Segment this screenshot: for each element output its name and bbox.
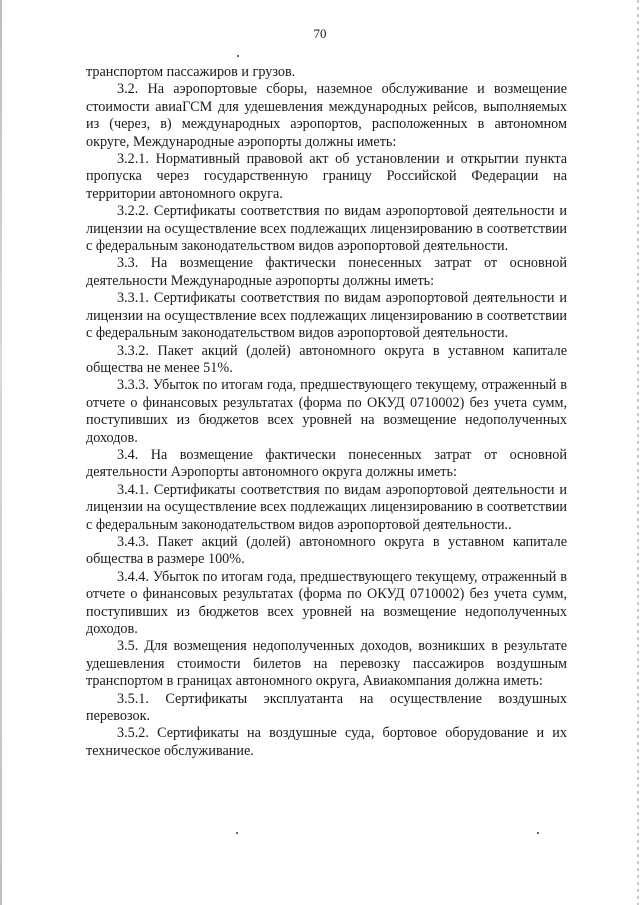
paragraph-continuation: транспортом пассажиров и грузов. bbox=[86, 64, 296, 80]
scan-speck bbox=[237, 55, 239, 57]
scan-speck bbox=[537, 832, 539, 834]
paragraph-3-3: 3.3. На возмещение фактически понесенных затрат от основной деятельности Международные аэропорты должны иметь: bbox=[86, 255, 567, 289]
paragraph-3-2: 3.2. На аэропортовые сборы, наземное обслуживание и возмещение стоимости авиаГСМ для удешевления международных рейсов, выполняемых из (через, в) международных аэропортов, расположенных в автономном округе, Международные аэропорты должны иметь: bbox=[86, 81, 567, 150]
body-text bbox=[86, 64, 567, 760]
paragraph-3-2-1: 3.2.1. Нормативный правовой акт об установлении и открытии пункта пропуска через государственную границу Российской Федерации на территории автономного округа. bbox=[86, 151, 567, 202]
paragraph-3-3-1: 3.3.1. Сертификаты соответствия по видам аэропортовой деятельности и лицензии на осуществление всех подлежащих лицензированию в соответствии с федеральным законодательством видов аэропортовой деятельности. bbox=[86, 290, 567, 342]
paragraph-3-5-1: 3.5.1. Сертификаты эксплуатанта на осуществление воздушных перевозок. bbox=[86, 690, 567, 725]
paragraph-3-4-1: 3.4.1. Сертификаты соответствия по видам аэропортовой деятельности и лицензии на осуществление всех подлежащих лицензированию в соответствии с федеральным законодательством видов аэропортовой деятельности.. bbox=[86, 481, 567, 533]
paragraph-3-5: 3.5. Для возмещения недополученных доходов, возникших в результате удешевления стоимости билетов на перевозку пассажиров воздушным транспортом в границах автономного округа, Авиакомпания должна иметь: bbox=[86, 638, 567, 690]
paragraph-3-5-2: 3.5.2. Сертификаты на воздушные суда, бортовое оборудование и их техническое обслуживание. bbox=[86, 725, 567, 759]
scan-edge-left bbox=[0, 0, 2, 905]
paragraph-3-2-2: 3.2.2. Сертификаты соответствия по видам аэропортовой деятельности и лицензии на осуществление всех подлежащих лицензированию в соответствии с федеральным законодательством видов аэропортовой деятельности. bbox=[86, 203, 567, 255]
scan-speck bbox=[236, 832, 238, 834]
page-number: 70 bbox=[313, 26, 327, 41]
paragraph-3-4-4: 3.4.4. Убыток по итогам года, предшествующего текущему, отраженный в отчете о финансовых результатах (форма по ОКУД 0710002) без учета сумм, поступивших из бюджетов всех уровней на возмещение недополученных доходов. bbox=[86, 568, 567, 637]
paragraph-3-3-3: 3.3.3. Убыток по итогам года, предшествующего текущему, отраженный в отчете о финансовых результатах (форма по ОКУД 0710002) без учета сумм, поступивших из бюджетов всех уровней на возмещение недополученных доходов. bbox=[86, 377, 567, 446]
paragraph-3-3-2: 3.3.2. Пакет акций (долей) автономного округа в уставном капитале общества не менее 51%. bbox=[86, 342, 567, 376]
paragraph-3-4-3: 3.4.3. Пакет акций (долей) автономного округа в уставном капитале общества в размере 100%. bbox=[86, 533, 567, 568]
paragraph-3-4: 3.4. На возмещение фактически понесенных затрат от основной деятельности Аэропорты автономного округа должны иметь: bbox=[86, 446, 567, 481]
scan-edge-right bbox=[637, 0, 639, 905]
